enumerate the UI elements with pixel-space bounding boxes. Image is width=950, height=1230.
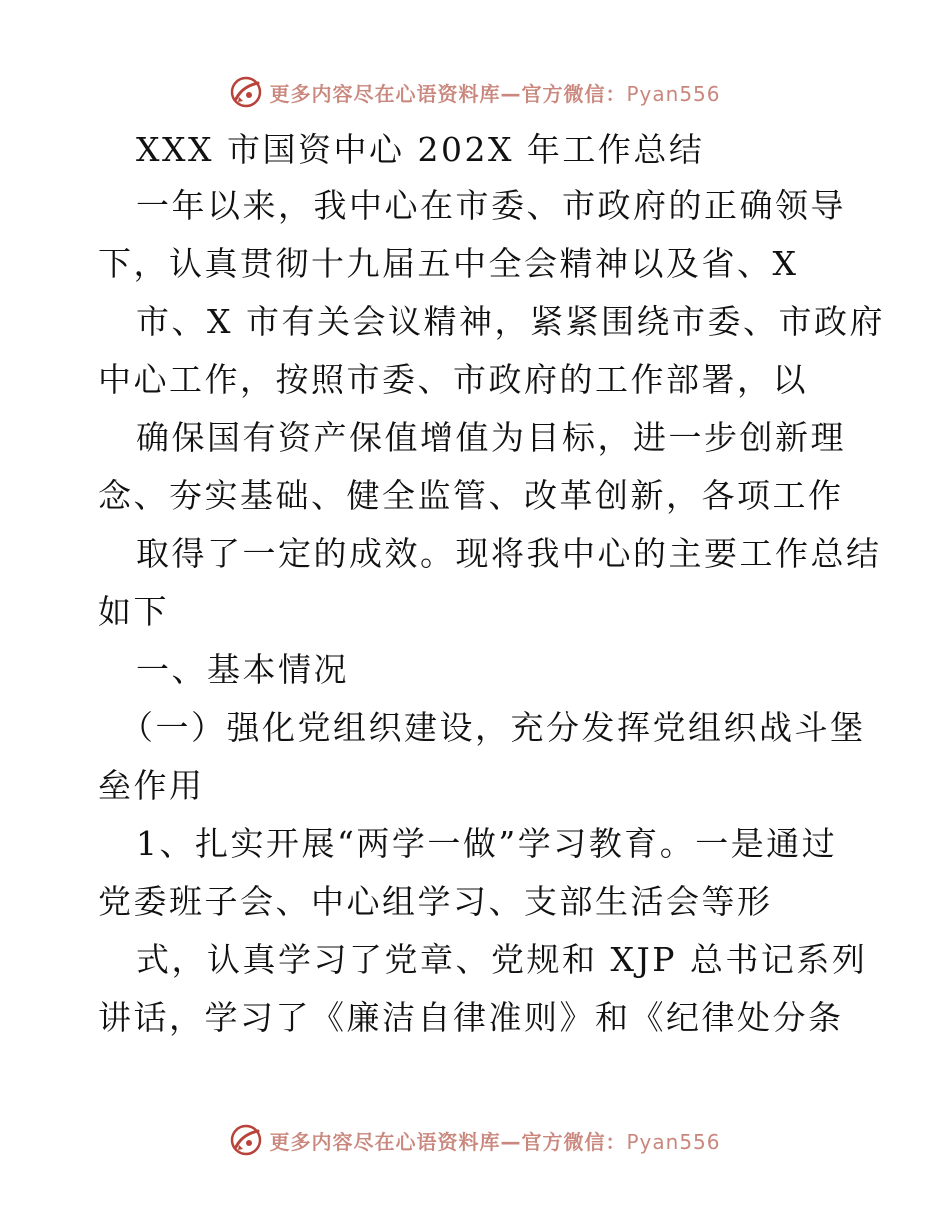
pen-logo-icon	[229, 75, 263, 109]
paragraph-line: 式，认真学习了党章、党规和 XJP 总书记系列	[136, 940, 868, 979]
paragraph-line: 讲话，学习了《廉洁自律准则》和《纪律处分条	[98, 998, 844, 1037]
paragraph-line: 1、扎实开展“两学一做”学习教育。一是通过	[136, 824, 838, 863]
paragraph-line: 取得了一定的成效。现将我中心的主要工作总结	[136, 534, 882, 573]
paragraph-line: 确保国有资产保值增值为目标，进一步创新理	[136, 418, 846, 457]
footer-banner-id: Pyan556	[626, 1129, 721, 1154]
header-banner	[0, 70, 950, 114]
paragraph-line: 一年以来，我中心在市委、市政府的正确领导	[136, 186, 846, 225]
header-banner-id: Pyan556	[626, 81, 721, 106]
pen-logo-icon	[229, 1123, 263, 1157]
paragraph-line: 如下	[98, 592, 169, 631]
section-heading: 一、基本情况	[136, 650, 349, 689]
footer-banner	[0, 1118, 950, 1162]
subsection-heading: （一）强化党组织建设，充分发挥党组织战斗堡	[120, 708, 866, 747]
document-title: XXX 市国资中心 202X 年工作总结	[136, 130, 705, 169]
paragraph-line: 下，认真贯彻十九届五中全会精神以及省、X	[98, 244, 799, 283]
subsection-heading-cont: 垒作用	[98, 766, 205, 805]
paragraph-line: 市、X 市有关会议精神，紧紧围绕市委、市政府	[136, 302, 885, 341]
footer-banner-cn: 更多内容尽在心语资料库—官方微信：	[269, 1129, 627, 1154]
paragraph-line: 中心工作，按照市委、市政府的工作部署，以	[98, 360, 808, 399]
header-banner-text	[269, 78, 720, 107]
header-banner-cn: 更多内容尽在心语资料库—官方微信：	[269, 81, 627, 106]
paragraph-line: 党委班子会、中心组学习、支部生活会等形	[98, 882, 773, 921]
footer-banner-text	[269, 1126, 720, 1155]
paragraph-line: 念、夯实基础、健全监管、改革创新，各项工作	[98, 476, 844, 515]
